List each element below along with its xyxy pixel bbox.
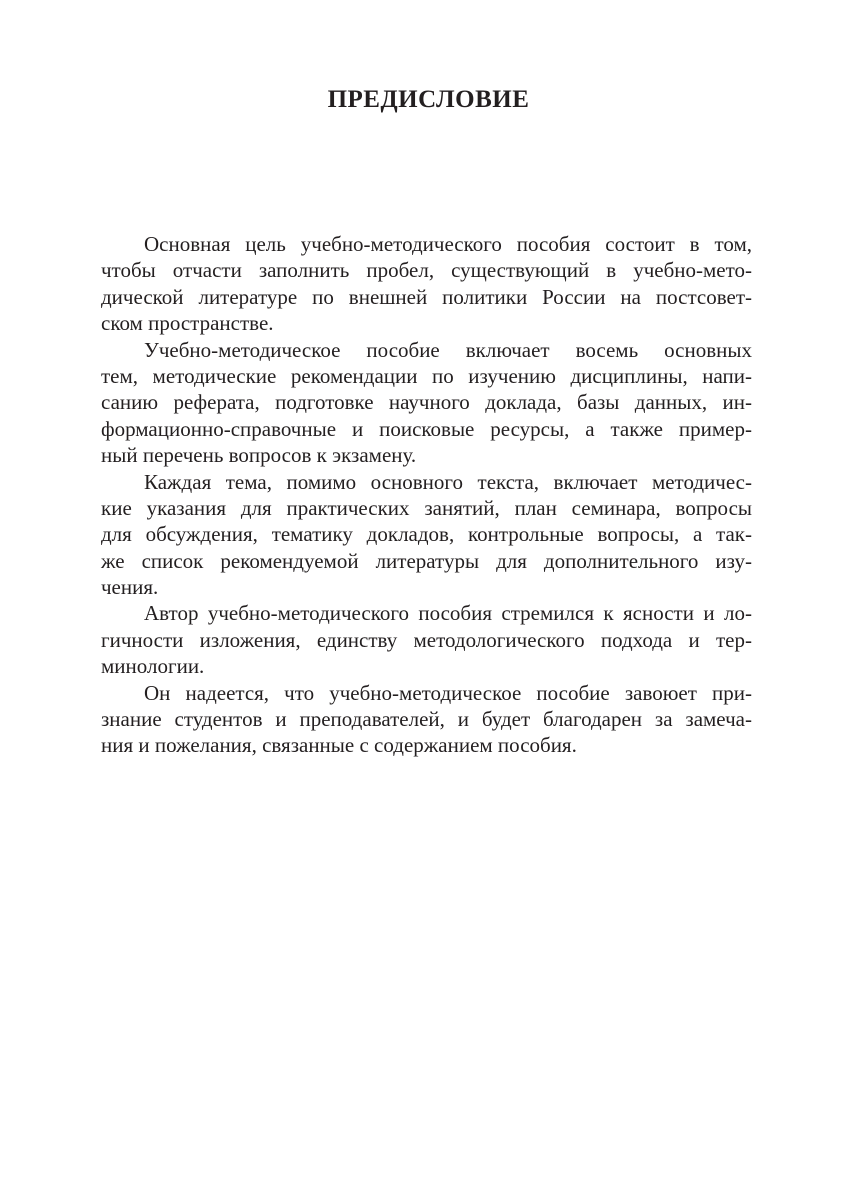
text-line: же список рекомендуемой литературы для дополнительного изу- xyxy=(101,548,752,573)
text-line: Учебно-методическое пособие включает восемь основных xyxy=(144,337,752,362)
text-line: минологии. xyxy=(101,654,205,679)
text-line: Основная цель учебно-методического пособия состоит в том, xyxy=(144,232,752,256)
text-line: гичности изложения, единству методологического подхода и тер- xyxy=(101,627,752,652)
text-line: для обсуждения, тематику докладов, контрольные вопросы, а так- xyxy=(101,522,752,547)
paragraph-3 xyxy=(101,469,752,601)
text-line: чения. xyxy=(101,575,159,600)
text-line: дической литературе по внешней политики России на постсовет- xyxy=(101,284,752,309)
paragraph-1 xyxy=(101,231,752,337)
paragraph-4 xyxy=(101,600,752,679)
text-line: кие указания для практических занятий, план семинара, вопросы xyxy=(101,495,752,520)
text-line: Он надеется, что учебно-методическое пособие завоюет при- xyxy=(144,680,752,705)
text-line: ный перечень вопросов к экзамену. xyxy=(101,443,417,468)
text-line: Каждая тема, помимо основного текста, включает методичес- xyxy=(144,469,752,494)
page-title: ПРЕДИСЛОВИЕ xyxy=(327,86,530,113)
text-line: ния и пожелания, связанные с содержанием пособия. xyxy=(101,733,577,758)
text-line: ском пространстве. xyxy=(101,311,274,336)
paragraph-5 xyxy=(101,680,752,759)
text-line: чтобы отчасти заполнить пробел, существующий в учебно-мето- xyxy=(101,258,752,283)
text-line: знание студентов и преподавателей, и будет благодарен за замеча- xyxy=(101,707,752,732)
text-line: тем, методические рекомендации по изучению дисциплины, напи- xyxy=(101,363,752,388)
body-text xyxy=(101,231,752,759)
text-line: формационно-справочные и поисковые ресурсы, а также пример- xyxy=(101,416,752,441)
paragraph-2 xyxy=(101,337,752,469)
text-line: Автор учебно-методического пособия стремился к ясности и ло- xyxy=(144,601,752,626)
text-line: санию реферата, подготовке научного доклада, базы данных, ин- xyxy=(101,390,752,415)
